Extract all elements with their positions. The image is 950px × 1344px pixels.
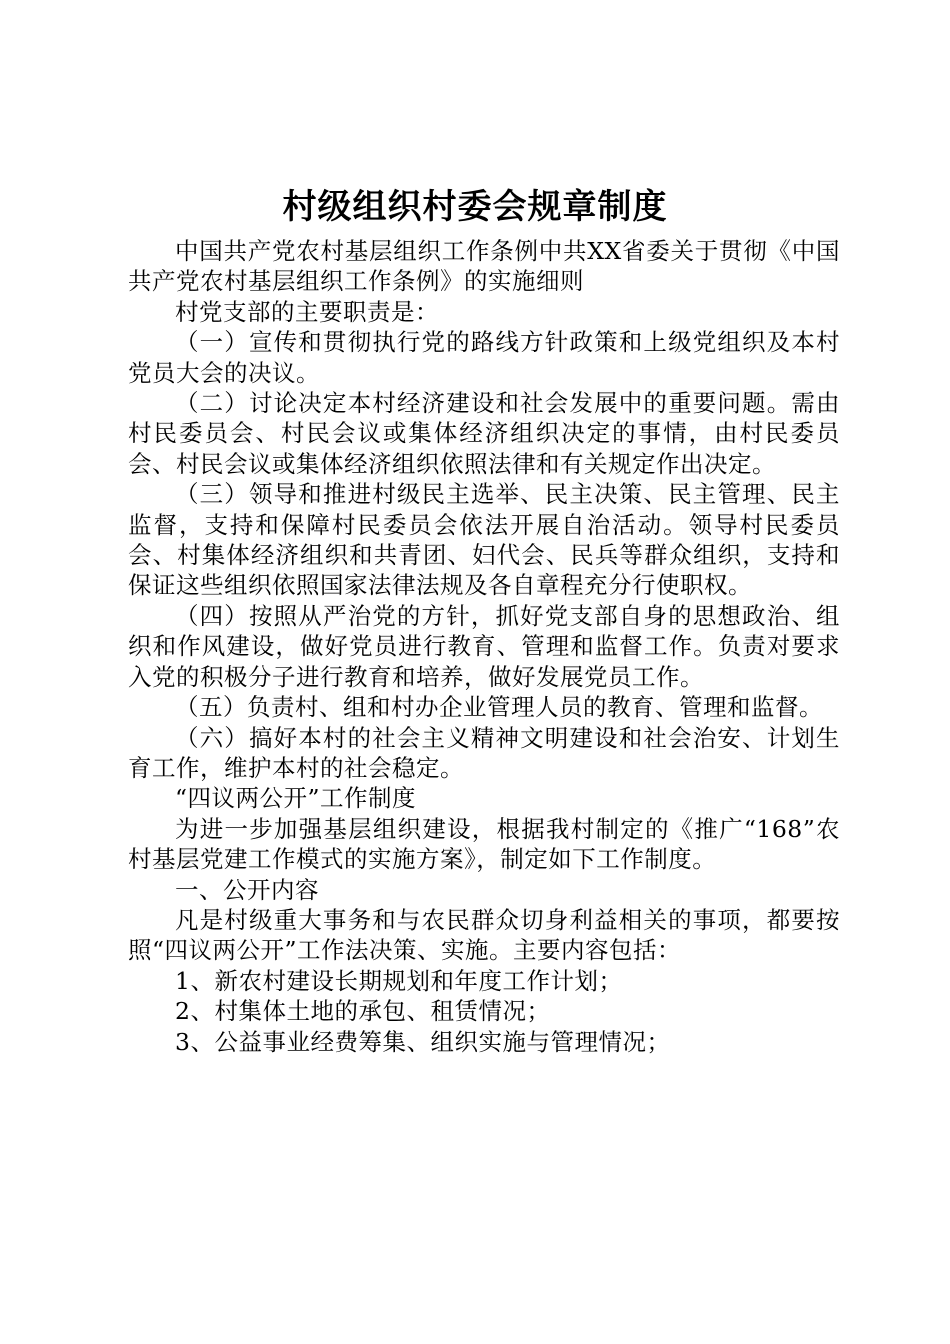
paragraph-duties-heading: 村党支部的主要职责是： (175, 297, 439, 326)
paragraph-item-6: （六）搞好本村的社会主义精神文明建设和社会治安、计划生育工作，维护本村的社会稳定。 (128, 723, 840, 782)
document-body (128, 236, 840, 1057)
document-title: 村级组织村委会规章制度 (282, 187, 668, 227)
paragraph-item-2: （二）讨论决定本村经济建设和社会发展中的重要问题。需由村民委员会、村民会议或集体经济组织决定的事情，由村民委员会、村民会议或集体经济组织依照法律和有关规定作出决定。 (128, 389, 840, 478)
paragraph-intro: 中国共产党农村基层组织工作条例中共XX省委关于贯彻《中国共产党农村基层组织工作条例》的实施细则 (128, 237, 840, 296)
section-heading-public-content: 一、公开内容 (175, 875, 319, 904)
list-item-1: 1、新农村建设长期规划和年度工作计划； (175, 966, 623, 995)
paragraph-purpose: 为进一步加强基层组织建设，根据我村制定的《推广“168”农村基层党建工作模式的实施方案》，制定如下工作制度。 (128, 814, 840, 874)
paragraph-item-4: （四）按照从严治党的方针，抓好党支部自身的思想政治、组织和作风建设，做好党员进行教育、管理和监督工作。负责对要求入党的积极分子进行教育和培养，做好发展党员工作。 (128, 601, 840, 691)
paragraph-item-5: （五）负责村、组和村办企业管理人员的教育、管理和监督。 (175, 693, 823, 722)
paragraph-item-1: （一）宣传和贯彻执行党的路线方针政策和上级党组织及本村党员大会的决议。 (128, 328, 840, 387)
list-item-3: 3、公益事业经费筹集、组织实施与管理情况； (175, 1027, 671, 1056)
paragraph-item-3: （三）领导和推进村级民主选举、民主决策、民主管理、民主监督，支持和保障村民委员会依法开展自治活动。领导村民委员会、村集体经济组织和共青团、妇代会、民兵等群众组织，支持和保证这些组织依照国家法律法规及各自章程充分行使职权。 (128, 480, 840, 600)
list-item-2: 2、村集体土地的承包、租赁情况； (175, 997, 551, 1026)
paragraph-scope: 凡是村级重大事务和与农民群众切身利益相关的事项，都要按照“四议两公开”工作法决策、实施。主要内容包括： (128, 905, 840, 965)
section-heading-work-system: “四议两公开”工作制度 (175, 784, 417, 813)
